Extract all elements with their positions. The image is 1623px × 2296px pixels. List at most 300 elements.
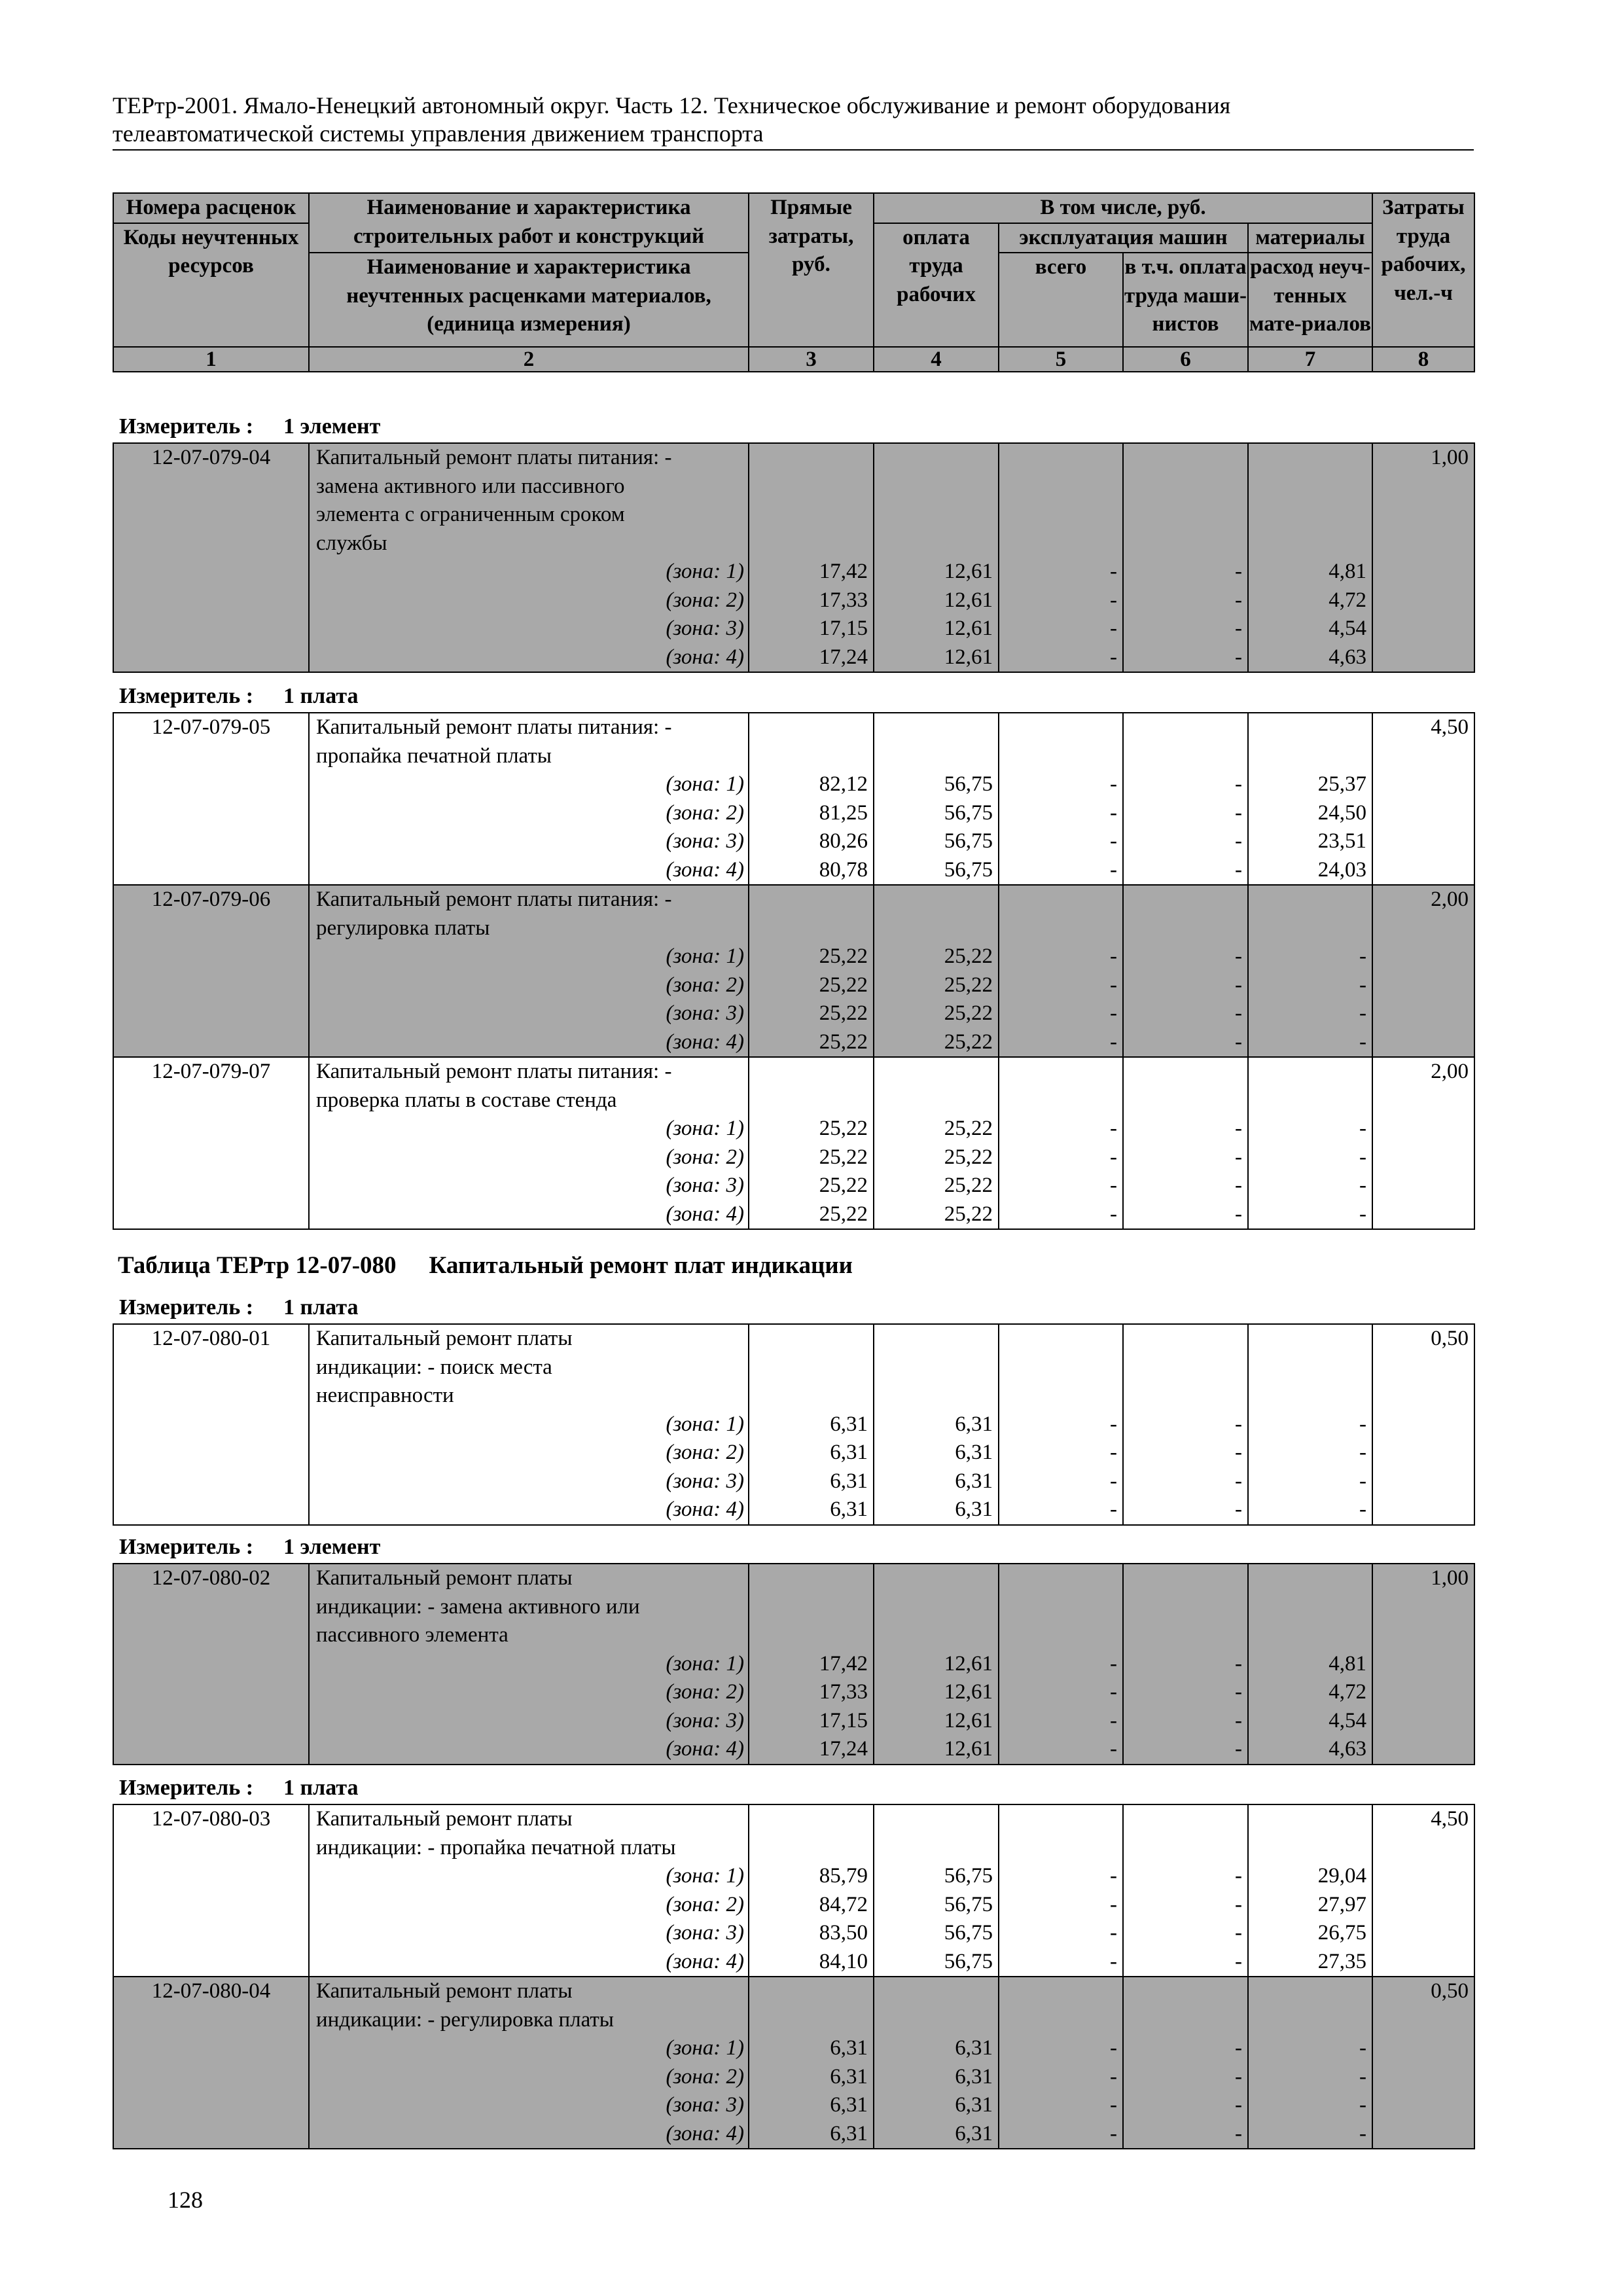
rates-block	[113, 1323, 1475, 1526]
direct-cost-value: 25,22	[819, 973, 868, 997]
rate-description	[309, 1977, 749, 2149]
materials-value: 25,37	[1317, 772, 1366, 796]
labor-hours: 2,00	[1372, 885, 1474, 1057]
header-zatraty-truda: Затраты труда рабочих, чел.-ч	[1372, 193, 1474, 347]
direct-cost-cell	[749, 1057, 874, 1229]
labor-pay-value: 25,22	[944, 1174, 993, 1197]
labor-pay-value: 25,22	[944, 1030, 993, 1054]
machinist-pay-value: -	[1235, 800, 1242, 825]
spacer	[1249, 501, 1366, 529]
rate-description	[309, 713, 749, 885]
spacer	[749, 1805, 868, 1834]
spacer	[1124, 501, 1242, 529]
spacer	[1124, 713, 1242, 742]
spacer	[874, 444, 993, 473]
materials-cell	[1248, 1057, 1372, 1229]
spacer	[1249, 1564, 1366, 1593]
machine-total-cell	[999, 1057, 1123, 1229]
materials-value: -	[1359, 1498, 1366, 1521]
spacer	[874, 713, 993, 742]
direct-cost-value: 6,31	[830, 2121, 868, 2145]
spacer	[1124, 1805, 1242, 1834]
description-line: регулировка платы	[316, 916, 490, 940]
header-line-1: ТЕРтр-2001. Ямало-Ненецкий автономный округ. Часть 12. Техническое обслуживание и ремонт оборудования	[113, 92, 1231, 118]
spacer	[749, 1593, 868, 1622]
machine-total-value: -	[1110, 1949, 1117, 1973]
spacer	[999, 1325, 1117, 1354]
machinist-pay-cell	[1123, 1564, 1248, 1765]
machine-total-value: -	[1110, 1737, 1117, 1761]
spacer	[999, 2006, 1117, 2035]
rate-row	[113, 1804, 1474, 1977]
spacer	[749, 529, 868, 558]
description-line: Капитальный ремонт платы питания: -	[316, 888, 672, 911]
machinist-pay-value: -	[1235, 1892, 1242, 1916]
rate-row	[113, 1977, 1474, 2149]
zone-label: (зона: 4)	[666, 1949, 744, 1973]
machine-total-cell	[999, 1564, 1123, 1765]
zone-label: (зона: 3)	[666, 1921, 744, 1945]
machinist-pay-cell	[1123, 1057, 1248, 1229]
spacer	[874, 1564, 993, 1593]
spacer	[1124, 742, 1242, 771]
labor-pay-value: 12,61	[944, 588, 993, 612]
materials-value: -	[1359, 1441, 1366, 1464]
direct-cost-value: 80,78	[819, 857, 868, 882]
description-line: проверка платы в составе стенда	[316, 1088, 617, 1112]
rate-code: 12-07-079-06	[113, 885, 309, 1057]
machinist-pay-value: -	[1235, 772, 1242, 796]
machinist-pay-value: -	[1235, 1708, 1242, 1732]
machine-total-value: -	[1110, 1651, 1117, 1676]
machine-total-value: -	[1110, 1708, 1117, 1732]
direct-cost-cell	[749, 713, 874, 885]
spacer	[1249, 2006, 1366, 2035]
rate-row	[113, 885, 1474, 1057]
spacer	[999, 1382, 1117, 1410]
spacer	[1249, 1058, 1366, 1086]
column-number: 1	[113, 347, 309, 372]
labor-pay-value: 6,31	[955, 1469, 993, 1493]
direct-cost-value: 85,79	[819, 1864, 868, 1888]
zone-label: (зона: 3)	[666, 829, 744, 853]
materials-value: 4,72	[1329, 1680, 1366, 1704]
measure-label: Измеритель : 1 плата	[119, 684, 359, 708]
materials-value: 4,54	[1329, 1708, 1366, 1732]
spacer	[749, 1977, 868, 2006]
spacer	[1124, 529, 1242, 558]
spacer	[999, 886, 1117, 914]
spacer	[1124, 444, 1242, 473]
labor-pay-value: 56,75	[944, 1864, 993, 1888]
description-line: Капитальный ремонт платы питания: -	[316, 1060, 672, 1083]
column-number: 6	[1123, 347, 1248, 372]
header-naimenovanie-rabot: Наименование и характеристика строительных работ и конструкций	[309, 193, 749, 253]
direct-cost-cell	[749, 443, 874, 672]
direct-cost-value: 81,25	[819, 800, 868, 825]
rate-description	[309, 1057, 749, 1229]
machinist-pay-cell	[1123, 713, 1248, 885]
labor-pay-value: 56,75	[944, 1949, 993, 1973]
labor-pay-value: 12,61	[944, 560, 993, 583]
labor-pay-value: 6,31	[955, 2093, 993, 2117]
rate-description	[309, 1564, 749, 1765]
machine-total-value: -	[1110, 772, 1117, 796]
page-number: 128	[168, 2187, 203, 2213]
machinist-pay-value: -	[1235, 617, 1242, 640]
labor-pay-value: 56,75	[944, 772, 993, 796]
direct-cost-value: 6,31	[830, 2093, 868, 2117]
spacer	[1249, 1805, 1366, 1834]
spacer	[874, 1325, 993, 1354]
direct-cost-value: 6,31	[830, 1498, 868, 1521]
machine-total-cell	[999, 713, 1123, 885]
spacer	[1124, 1086, 1242, 1115]
machinist-pay-value: -	[1235, 1949, 1242, 1973]
labor-pay-value: 56,75	[944, 1921, 993, 1945]
labor-pay-value: 25,22	[944, 1117, 993, 1140]
rates-block	[113, 712, 1475, 1230]
description-line: замена активного или пассивного	[316, 474, 625, 498]
machine-total-value: -	[1110, 588, 1117, 612]
spacer	[749, 886, 868, 914]
header-kody-resursov: Коды неучтенных ресурсов	[113, 223, 309, 348]
direct-cost-value: 6,31	[830, 1412, 868, 1436]
materials-value: -	[1359, 1174, 1366, 1197]
labor-pay-value: 6,31	[955, 1412, 993, 1436]
spacer	[874, 1593, 993, 1622]
spacer	[999, 529, 1117, 558]
labor-pay-cell	[874, 1804, 999, 1977]
machinist-pay-value: -	[1235, 588, 1242, 612]
spacer	[1124, 1834, 1242, 1863]
machinist-pay-value: -	[1235, 1469, 1242, 1493]
spacer	[1124, 1382, 1242, 1410]
labor-pay-value: 12,61	[944, 1680, 993, 1704]
direct-cost-value: 83,50	[819, 1921, 868, 1945]
labor-pay-value: 25,22	[944, 1001, 993, 1025]
spacer	[1124, 886, 1242, 914]
zone-label: (зона: 3)	[666, 1469, 744, 1493]
spacer	[749, 1621, 868, 1650]
spacer	[749, 914, 868, 943]
machinist-pay-cell	[1123, 1977, 1248, 2149]
labor-pay-value: 56,75	[944, 829, 993, 853]
rate-code: 12-07-080-03	[113, 1804, 309, 1977]
spacer	[999, 1593, 1117, 1622]
labor-pay-value: 12,61	[944, 1651, 993, 1676]
spacer	[999, 1564, 1117, 1593]
rates-block	[113, 442, 1475, 673]
machine-total-cell	[999, 1324, 1123, 1525]
labor-hours: 0,50	[1372, 1324, 1474, 1525]
labor-pay-value: 25,22	[944, 973, 993, 997]
labor-pay-value: 6,31	[955, 1498, 993, 1521]
spacer	[1249, 914, 1366, 943]
direct-cost-value: 25,22	[819, 1145, 868, 1169]
spacer	[1249, 713, 1366, 742]
direct-cost-value: 84,72	[819, 1892, 868, 1916]
machinist-pay-cell	[1123, 1804, 1248, 1977]
measure-label: Измеритель : 1 элемент	[119, 414, 381, 439]
direct-cost-value: 17,33	[819, 1680, 868, 1704]
machine-total-value: -	[1110, 560, 1117, 583]
direct-cost-value: 6,31	[830, 2064, 868, 2089]
machinist-pay-value: -	[1235, 1651, 1242, 1676]
direct-cost-cell	[749, 885, 874, 1057]
machinist-pay-value: -	[1235, 1680, 1242, 1704]
spacer	[1124, 1564, 1242, 1593]
table-title: Таблица ТЕРтр 12-07-080 Капитальный ремонт плат индикации	[118, 1252, 853, 1279]
labor-pay-cell	[874, 1057, 999, 1229]
spacer	[874, 1834, 993, 1863]
measure-label: Измеритель : 1 плата	[119, 1776, 359, 1800]
column-number: 5	[999, 347, 1123, 372]
machinist-pay-value: -	[1235, 829, 1242, 853]
spacer	[749, 1325, 868, 1354]
machine-total-value: -	[1110, 2093, 1117, 2117]
header-rashod-materialov: расход неуч-тенных мате-риалов	[1248, 253, 1372, 347]
rate-code: 12-07-079-04	[113, 443, 309, 672]
spacer	[999, 501, 1117, 529]
rate-code: 12-07-080-04	[113, 1977, 309, 2149]
description-line: службы	[316, 531, 387, 555]
direct-cost-value: 25,22	[819, 944, 868, 968]
materials-value: -	[1359, 2121, 1366, 2145]
machine-total-cell	[999, 443, 1123, 672]
labor-hours: 1,00	[1372, 1564, 1474, 1765]
labor-pay-cell	[874, 1564, 999, 1765]
direct-cost-cell	[749, 1324, 874, 1525]
direct-cost-value: 25,22	[819, 1030, 868, 1054]
description-line: индикации: - замена активного или	[316, 1594, 640, 1619]
zone-label: (зона: 1)	[666, 2036, 744, 2060]
machinist-pay-value: -	[1235, 1864, 1242, 1888]
spacer	[1249, 1977, 1366, 2006]
labor-pay-value: 12,61	[944, 617, 993, 640]
machine-total-value: -	[1110, 1145, 1117, 1169]
zone-label: (зона: 2)	[666, 800, 744, 825]
labor-hours: 0,50	[1372, 1977, 1474, 2149]
machinist-pay-value: -	[1235, 1001, 1242, 1025]
materials-value: 27,97	[1317, 1892, 1366, 1916]
spacer	[749, 713, 868, 742]
zone-label: (зона: 1)	[666, 944, 744, 968]
column-number: 3	[749, 347, 874, 372]
materials-value: -	[1359, 1469, 1366, 1493]
header-line-2: телеавтоматической системы управления движением транспорта	[113, 120, 764, 147]
description-line: Капитальный ремонт платы питания: -	[316, 446, 672, 469]
spacer	[999, 1977, 1117, 2006]
spacer	[999, 1058, 1117, 1086]
machine-total-value: -	[1110, 2121, 1117, 2145]
machinist-pay-cell	[1123, 1324, 1248, 1525]
materials-value: 24,50	[1317, 800, 1366, 825]
spacer	[874, 1058, 993, 1086]
zone-label: (зона: 4)	[666, 645, 744, 669]
materials-value: -	[1359, 1001, 1366, 1025]
description-line: Капитальный ремонт платы питания: -	[316, 715, 672, 739]
direct-cost-cell	[749, 1804, 874, 1977]
zone-label: (зона: 1)	[666, 772, 744, 796]
description-line: индикации: - пропайка печатной платы	[316, 1835, 676, 1859]
zone-label: (зона: 4)	[666, 1737, 744, 1761]
labor-pay-value: 6,31	[955, 2036, 993, 2060]
machinist-pay-value: -	[1235, 973, 1242, 997]
machine-total-value: -	[1110, 857, 1117, 882]
zone-label: (зона: 2)	[666, 1680, 744, 1704]
spacer	[1249, 473, 1366, 501]
zone-label: (зона: 3)	[666, 1001, 744, 1025]
description-line: Капитальный ремонт платы	[316, 1327, 573, 1350]
rate-description	[309, 1324, 749, 1525]
machine-total-cell	[999, 1804, 1123, 1977]
spacer	[874, 1977, 993, 2006]
labor-pay-value: 6,31	[955, 1441, 993, 1464]
spacer	[1124, 1354, 1242, 1382]
description-line: элемента с ограниченным сроком	[316, 503, 625, 526]
spacer	[874, 1086, 993, 1115]
measure-label: Измеритель : 1 элемент	[119, 1535, 381, 1559]
rate-row	[113, 713, 1474, 885]
machine-total-cell	[999, 1977, 1123, 2149]
description-line: неисправности	[316, 1384, 454, 1407]
spacer	[1124, 1977, 1242, 2006]
direct-cost-value: 17,33	[819, 588, 868, 612]
spacer	[1249, 529, 1366, 558]
rate-code: 12-07-080-01	[113, 1324, 309, 1525]
machine-total-value: -	[1110, 1892, 1117, 1916]
labor-pay-value: 6,31	[955, 2121, 993, 2145]
materials-cell	[1248, 1977, 1372, 2149]
direct-cost-value: 25,22	[819, 1001, 868, 1025]
materials-cell	[1248, 443, 1372, 672]
rate-code: 12-07-079-05	[113, 713, 309, 885]
machine-total-value: -	[1110, 1117, 1117, 1140]
description-line: индикации: - поиск места	[316, 1355, 552, 1379]
labor-pay-cell	[874, 1324, 999, 1525]
machine-total-value: -	[1110, 1498, 1117, 1521]
labor-pay-cell	[874, 713, 999, 885]
spacer	[1249, 1834, 1366, 1863]
labor-pay-cell	[874, 443, 999, 672]
spacer	[874, 1382, 993, 1410]
machine-total-value: -	[1110, 1921, 1117, 1945]
spacer	[999, 713, 1117, 742]
materials-value: 4,54	[1329, 617, 1366, 640]
materials-value: -	[1359, 944, 1366, 968]
zone-label: (зона: 3)	[666, 617, 744, 640]
machine-total-cell	[999, 885, 1123, 1057]
spacer	[1249, 1354, 1366, 1382]
header-vsego: всего	[999, 253, 1123, 347]
column-number: 4	[874, 347, 999, 372]
machine-total-value: -	[1110, 800, 1117, 825]
spacer	[1249, 1086, 1366, 1115]
machine-total-value: -	[1110, 973, 1117, 997]
direct-cost-cell	[749, 1564, 874, 1765]
labor-pay-value: 25,22	[944, 1145, 993, 1169]
materials-value: 23,51	[1317, 829, 1366, 853]
zone-label: (зона: 3)	[666, 1174, 744, 1197]
machine-total-value: -	[1110, 1202, 1117, 1226]
spacer	[874, 529, 993, 558]
machine-total-value: -	[1110, 2064, 1117, 2089]
labor-pay-value: 56,75	[944, 857, 993, 882]
machine-total-value: -	[1110, 1680, 1117, 1704]
materials-value: -	[1359, 1412, 1366, 1436]
machine-total-value: -	[1110, 2036, 1117, 2060]
spacer	[1249, 1325, 1366, 1354]
column-header-table	[113, 192, 1475, 372]
labor-hours: 1,00	[1372, 443, 1474, 672]
spacer	[999, 1834, 1117, 1863]
zone-label: (зона: 4)	[666, 1498, 744, 1521]
column-number: 7	[1248, 347, 1372, 372]
header-naimenovanie-materialov: Наименование и характеристика неучтенных расценками материалов, (единица измерения)	[309, 253, 749, 347]
description-line: Капитальный ремонт платы	[316, 1807, 573, 1831]
measure-label: Измеритель : 1 плата	[119, 1295, 359, 1319]
zone-label: (зона: 2)	[666, 1441, 744, 1464]
spacer	[999, 1354, 1117, 1382]
materials-value: 4,63	[1329, 1737, 1366, 1761]
spacer	[749, 1086, 868, 1115]
zone-label: (зона: 2)	[666, 973, 744, 997]
labor-pay-value: 6,31	[955, 2064, 993, 2089]
direct-cost-value: 84,10	[819, 1949, 868, 1973]
materials-value: -	[1359, 1202, 1366, 1226]
header-oplata-truda: оплата труда рабочих	[874, 223, 999, 348]
machine-total-value: -	[1110, 944, 1117, 968]
materials-value: -	[1359, 1030, 1366, 1054]
spacer	[1249, 742, 1366, 771]
rate-row	[113, 1324, 1474, 1525]
machinist-pay-value: -	[1235, 2093, 1242, 2117]
zone-label: (зона: 4)	[666, 857, 744, 882]
spacer	[1124, 1058, 1242, 1086]
materials-value: -	[1359, 2036, 1366, 2060]
machine-total-value: -	[1110, 1030, 1117, 1054]
labor-hours: 4,50	[1372, 713, 1474, 885]
rate-row	[113, 1564, 1474, 1765]
materials-value: 4,81	[1329, 1651, 1366, 1676]
machinist-pay-value: -	[1235, 1145, 1242, 1169]
materials-value: 29,04	[1317, 1864, 1366, 1888]
machinist-pay-value: -	[1235, 857, 1242, 882]
materials-value: -	[1359, 1117, 1366, 1140]
header-materialy: материалы	[1248, 223, 1372, 253]
labor-pay-cell	[874, 885, 999, 1057]
materials-value: 26,75	[1317, 1921, 1366, 1945]
spacer	[999, 1086, 1117, 1115]
spacer	[999, 473, 1117, 501]
spacer	[874, 742, 993, 771]
machine-total-value: -	[1110, 1441, 1117, 1464]
machinist-pay-value: -	[1235, 1174, 1242, 1197]
spacer	[1124, 1621, 1242, 1650]
description-line: Капитальный ремонт платы	[316, 1979, 573, 2003]
column-number: 8	[1372, 347, 1474, 372]
machinist-pay-value: -	[1235, 944, 1242, 968]
spacer	[999, 1805, 1117, 1834]
machine-total-value: -	[1110, 1412, 1117, 1436]
zone-label: (зона: 1)	[666, 1651, 744, 1676]
direct-cost-value: 17,15	[819, 617, 868, 640]
spacer	[749, 1354, 868, 1382]
materials-cell	[1248, 1324, 1372, 1525]
spacer	[874, 914, 993, 943]
materials-cell	[1248, 885, 1372, 1057]
